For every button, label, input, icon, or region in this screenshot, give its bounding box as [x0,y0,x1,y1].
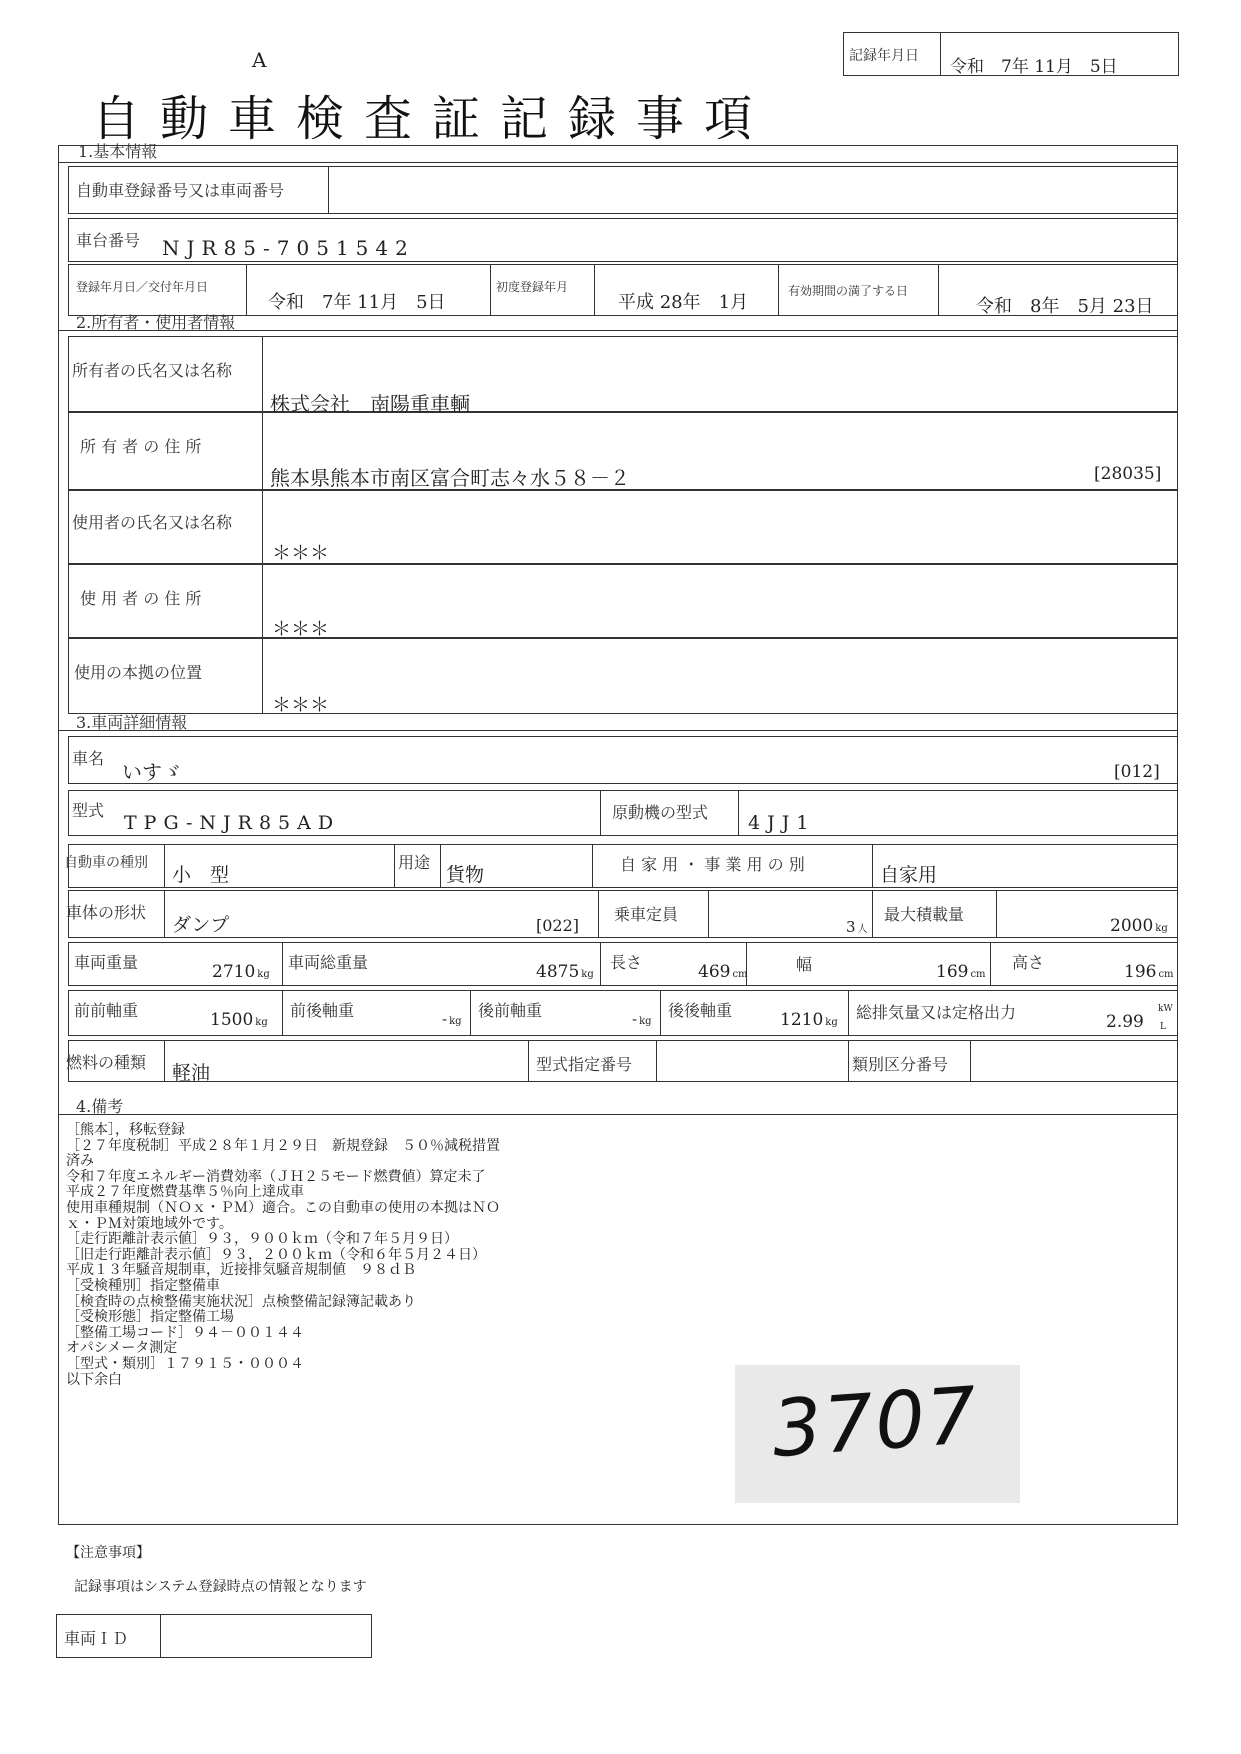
base-value: ＊＊＊ [272,694,330,716]
section-vehicle-header: 3.車両詳細情報 [76,713,188,732]
maxload-label: 最大積載量 [884,905,965,924]
remarks-line: 平成１３年騒音規制車，近接排気騒音規制値 ９８ｄＢ [66,1262,416,1279]
car-name-row [68,736,1178,784]
rf-axle-label: 後前軸重 [478,1001,543,1020]
handwritten-number: 3707 [769,1370,982,1476]
width-label: 幅 [796,955,813,974]
category-label: 類別区分番号 [852,1055,949,1074]
page-marker: A [252,48,267,72]
height-value: 196 cm [1124,962,1174,982]
remarks-line: 平成２７年度燃費基準５％向上達成車 [66,1184,304,1201]
base-label: 使用の本拠の位置 [74,663,203,682]
remarks-line: ［走行距離計表示値］９３，９００ｋｍ（令和７年５月９日） [66,1231,458,1248]
notes-text: 記録事項はシステム登録時点の情報となります [74,1579,367,1595]
owner-addr-code: [28035] [1094,464,1162,484]
record-date-value: 令和 7年 11月 5日 [950,57,1118,77]
private-value: 自家用 [880,864,938,886]
weight-label: 車両重量 [74,953,139,972]
user-addr-value: ＊＊＊ [272,618,330,640]
owner-addr-label: 所 有 者 の 住 所 [80,437,202,456]
vehicle-id-label: 車両ＩＤ [64,1629,129,1648]
remarks-line: 令和７年度エネルギー消費効率（ＪＨ２５モード燃費値）算定未了 [66,1168,486,1185]
use-value: 貨物 [446,864,485,886]
user-name-label: 使用者の氏名又は名称 [72,513,233,532]
ff-axle-label: 前前軸重 [74,1001,139,1020]
kind-value: 小 型 [172,864,230,886]
reg-date-value: 令和 7年 11月 5日 [268,292,446,313]
width-value: 169 cm [936,962,986,982]
body-code: [022] [536,916,580,935]
remarks-text [66,1123,500,1388]
body-value: ダンプ [172,914,230,936]
user-name-value: ＊＊＊ [272,542,330,564]
remarks-line: ［整備工場コード］９４－００１４４ [66,1324,304,1341]
model-label: 型式 [72,801,105,820]
rr-axle-value: 1210 kg [780,1010,838,1030]
fr-axle-value: - kg [442,1010,462,1028]
expiry-value: 令和 8年 5月 23日 [976,296,1154,317]
user-addr-row [68,564,1178,638]
length-value: 469 cm [698,962,748,982]
remarks-line: ［検査時の点検整備実施状況］点検整備記録簿記載あり [66,1293,416,1310]
section-owner-header: 2.所有者・使用者情報 [76,313,236,332]
displacement-unit-top: kW [1158,1004,1173,1014]
remarks-line: ［熊本］，移転登録 [66,1122,185,1138]
body-label: 車体の形状 [66,903,147,922]
type-designation-label: 型式指定番号 [536,1055,633,1074]
chassis-value: NJR85-7051542 [162,236,415,260]
displacement-value: 2.99 [1106,1012,1144,1032]
fuel-label: 燃料の種類 [66,1053,147,1072]
owner-name-label: 所有者の氏名又は名称 [72,361,233,380]
engine-value: 4JJ1 [748,812,816,834]
car-name-code: [012] [1114,762,1160,782]
remarks-line: 使用車種規制（ＮＯｘ・ＰＭ）適合。この自動車の使用の本拠はＮＯ [66,1199,500,1216]
owner-name-value: 株式会社 南陽重車輌 [270,392,470,416]
notes-label: 【注意事項】 [66,1545,150,1561]
rf-axle-value: - kg [632,1010,652,1028]
private-label: 自 家 用 ・ 事 業 用 の 別 [620,855,805,874]
section-remarks-header: 4.備考 [76,1097,124,1116]
section-basic-header: 1.基本情報 [78,142,158,161]
expiry-label: 有効期間の満了する日 [788,284,909,298]
remarks-line: ［型式・類別］１７９１５・０００４ [66,1355,304,1372]
model-value: TPG-NJR85AD [124,812,341,834]
first-reg-value: 平成 28年 1月 [618,292,749,313]
capacity-value: 3 人 [846,918,868,936]
kind-label: 自動車の種別 [64,855,148,871]
height-label: 高さ [1012,953,1045,972]
remarks-line: オパシメータ測定 [66,1340,178,1357]
remarks-line: ［受検種別］指定整備車 [66,1277,220,1294]
ff-axle-value: 1500 kg [210,1010,268,1030]
remarks-line: 済み [66,1153,94,1170]
remarks-line: ［２７年度税制］平成２８年１月２９日 新規登録 ５０％減税措置 [66,1137,500,1154]
remarks-line: ［旧走行距離計表示値］９３，２００ｋｍ（令和６年５月２４日） [66,1246,486,1263]
chassis-label: 車台番号 [76,231,141,250]
user-name-row [68,490,1178,564]
owner-addr-value: 熊本県熊本市南区富合町志々水５８－２ [270,466,630,490]
first-reg-label: 初度登録年月 [496,280,569,294]
weight-value: 2710 kg [212,962,270,982]
car-name-label: 車名 [72,749,105,768]
fuel-value: 軽油 [172,1062,211,1084]
reg-date-label: 登録年月日／交付年月日 [76,280,209,294]
page-title: 自動車検査証記録事項 [92,91,773,147]
remarks-line: 以下余白 [66,1371,122,1388]
user-addr-label: 使 用 者 の 住 所 [80,589,202,608]
capacity-label: 乗車定員 [614,905,679,924]
reg-no-label: 自動車登録番号又は車両番号 [76,181,285,200]
rr-axle-label: 後後軸重 [668,1001,733,1020]
remarks-line: ［受検形態］指定整備工場 [66,1309,234,1326]
car-name-value: いすゞ [122,760,182,784]
use-label: 用途 [398,853,431,872]
displacement-unit-bottom: L [1160,1022,1166,1032]
owner-name-row [68,336,1178,412]
displacement-label: 総排気量又は定格出力 [856,1003,1017,1022]
record-date-label: 記録年月日 [849,48,919,64]
gross-label: 車両総重量 [288,953,369,972]
base-row [68,638,1178,714]
gross-value: 4875 kg [536,962,594,982]
fr-axle-label: 前後軸重 [290,1001,355,1020]
maxload-value: 2000 kg [1110,916,1168,936]
remarks-line: ｘ・ＰＭ対策地域外です。 [66,1215,233,1232]
engine-label: 原動機の型式 [612,803,709,822]
length-label: 長さ [610,953,643,972]
